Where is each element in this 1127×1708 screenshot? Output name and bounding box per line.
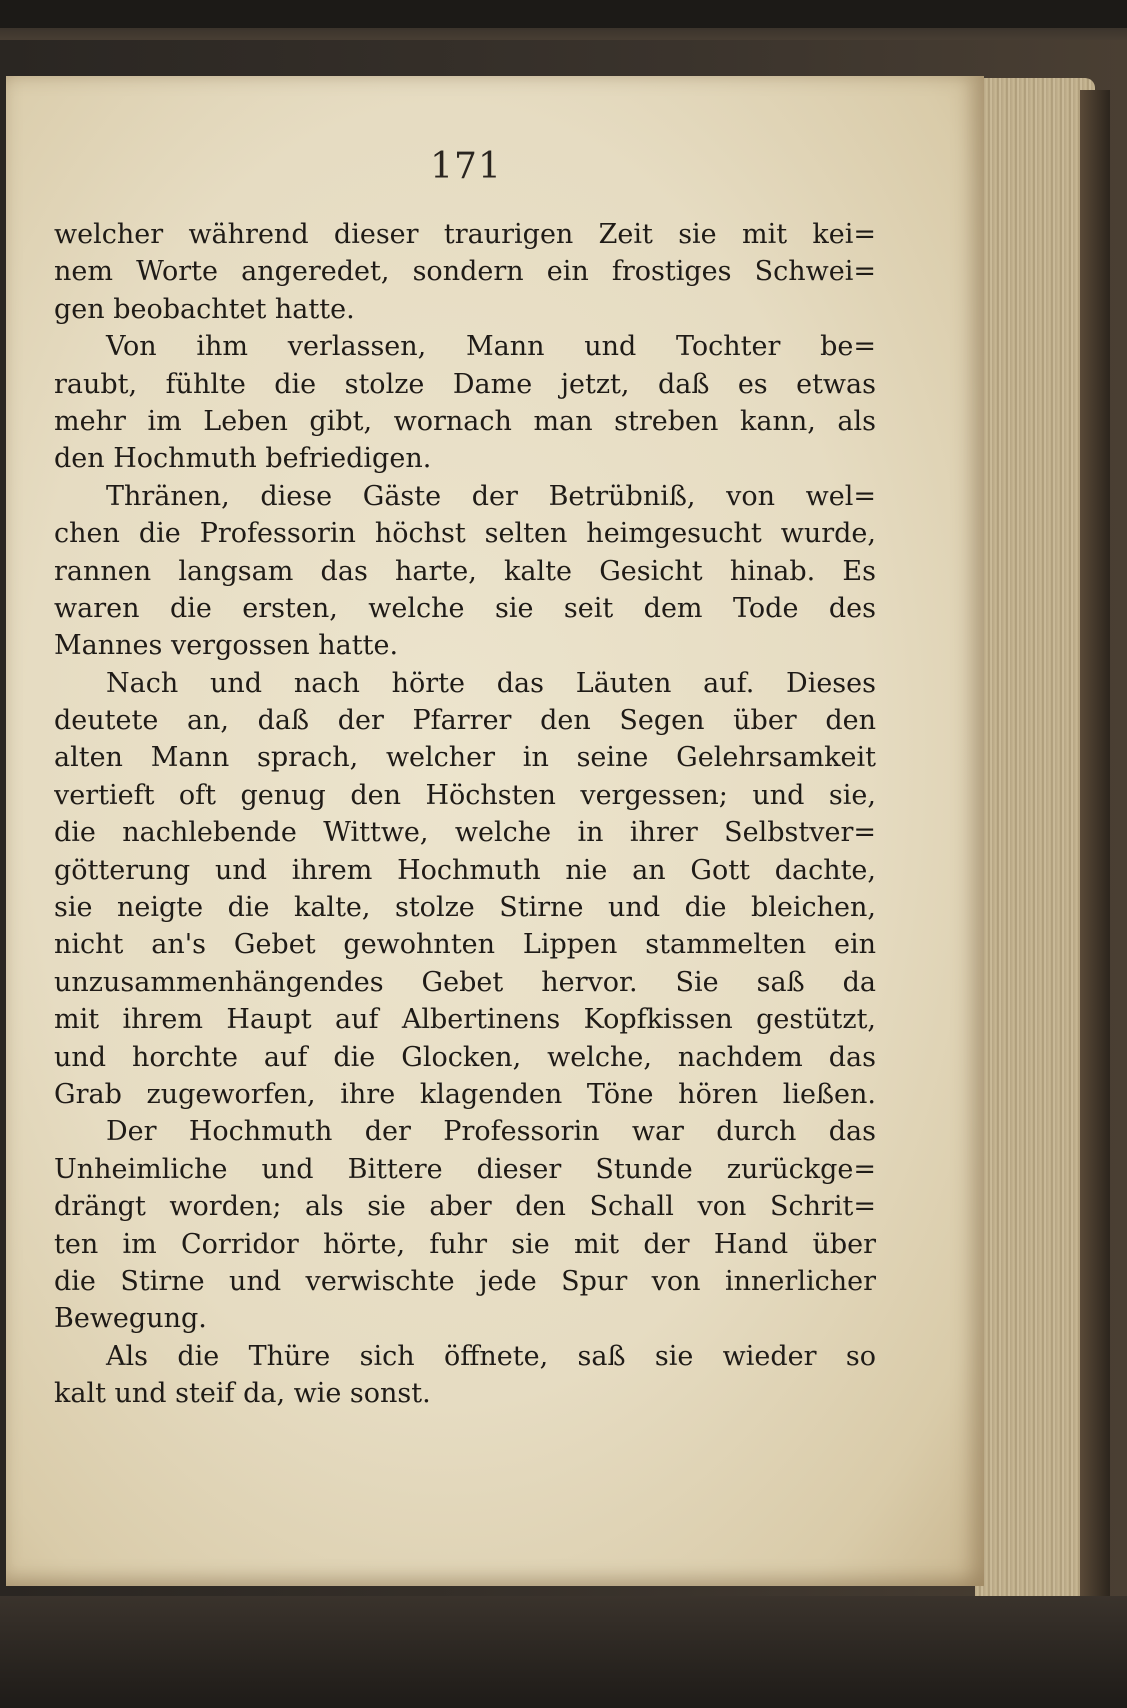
text-line: die Stirne und verwischte jede Spur von innerlicher [54, 1265, 876, 1297]
background-bottom [0, 1596, 1127, 1708]
text-line: Nach und nach hörte das Läuten auf. Dieses [106, 667, 876, 699]
text-line: Mannes vergossen hatte. [54, 630, 399, 662]
text-line: drängt worden; als sie aber den Schall von Schrit= [54, 1191, 876, 1223]
text-line: chen die Professorin höchst selten heimgesucht wurde, [54, 518, 876, 550]
text-line: den Hochmuth befriedigen. [54, 443, 432, 475]
text-line: rannen langsam das harte, kalte Gesicht hinab. Es [54, 555, 876, 587]
text-line: welcher während dieser traurigen Zeit sie mit kei= [54, 219, 876, 250]
book-spine-shadow [1080, 90, 1110, 1630]
text-line: Unheimliche und Bittere dieser Stunde zurückge= [54, 1153, 876, 1185]
text-line: Als die Thüre sich öffnete, saß sie wieder so [106, 1340, 876, 1372]
text-line: kalt und steif da, wie sonst. [54, 1378, 431, 1410]
page-text [54, 216, 876, 1413]
book-page [6, 76, 984, 1586]
text-line: ten im Corridor hörte, fuhr sie mit der Hand über [54, 1228, 876, 1260]
text-line: waren die ersten, welche sie seit dem Tode des [54, 592, 876, 624]
text-line: alten Mann sprach, welcher in seine Gelehrsamkeit [54, 742, 876, 774]
page-number: 171 [430, 146, 502, 187]
text-line: Grab zugeworfen, ihre klagenden Töne hören ließen. [54, 1078, 876, 1110]
text-line: sie neigte die kalte, stolze Stirne und die bleichen, [54, 892, 876, 924]
text-line: und horchte auf die Glocken, welche, nachdem das [54, 1041, 876, 1073]
text-line: nicht an's Gebet gewohnten Lippen stammelten ein [54, 929, 876, 961]
text-line: Bewegung. [54, 1303, 207, 1335]
text-line: mehr im Leben gibt, wornach man streben kann, als [54, 405, 876, 437]
text-line: götterung und ihrem Hochmuth nie an Gott dachte, [54, 854, 876, 886]
page-edges [975, 78, 1095, 1638]
text-line: deutete an, daß der Pfarrer den Segen über den [54, 705, 876, 737]
text-line: gen beobachtet hatte. [54, 293, 355, 325]
text-line: Der Hochmuth der Professorin war durch das [106, 1116, 876, 1148]
text-line: unzusammenhängendes Gebet hervor. Sie saß da [54, 966, 876, 998]
text-line: vertieft oft genug den Höchsten vergessen; und sie, [54, 779, 876, 811]
text-line: Von ihm verlassen, Mann und Tochter be= [106, 331, 876, 363]
text-line: Thränen, diese Gäste der Betrübniß, von wel= [106, 480, 876, 512]
text-line: die nachlebende Wittwe, welche in ihrer Selbstver= [54, 817, 876, 849]
text-line: nem Worte angeredet, sondern ein frostiges Schwei= [54, 256, 876, 288]
text-line: raubt, fühlte die stolze Dame jetzt, daß es etwas [54, 368, 876, 400]
text-line: mit ihrem Haupt auf Albertinens Kopfkissen gestützt, [54, 1004, 876, 1036]
